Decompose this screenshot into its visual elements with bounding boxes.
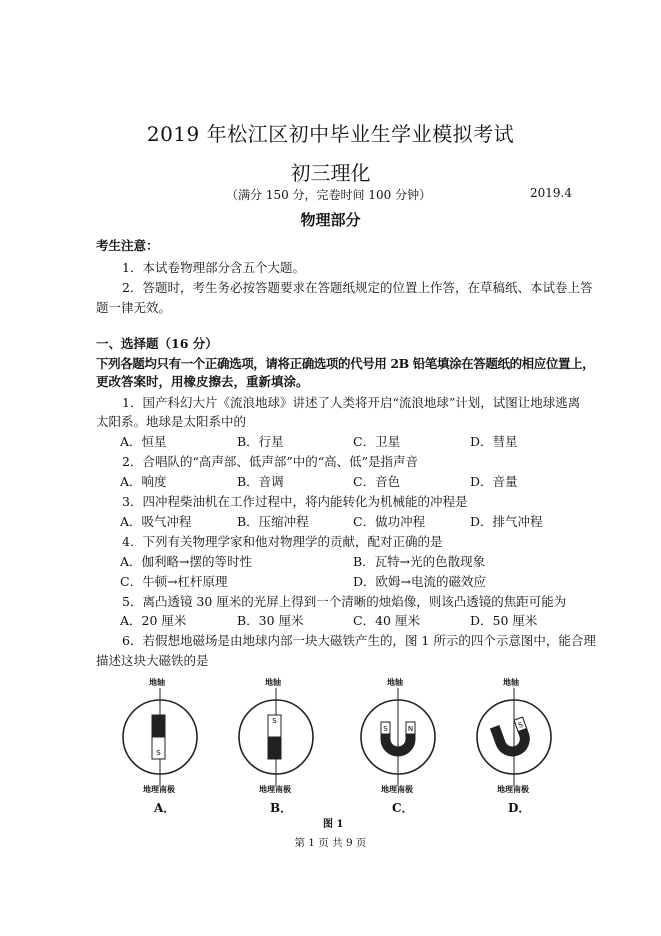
q4-option-d: D．欧姆→电流的磁效应 [353,574,486,589]
notice-heading: 考生注意： [96,238,159,253]
earth-with-magnet-c [338,688,458,786]
axis-top-label: 地轴 [149,678,165,687]
q2-stem: 2．合唱队的“高声部、低声部”中的“高、低”是指声音 [122,454,419,469]
q5-option-a: A．20 厘米 [120,613,187,628]
q2-option-d: D．音量 [470,474,518,489]
q2-option-a: A．响度 [120,474,167,489]
q1-option-d: D．彗星 [470,434,518,449]
q1-option-a: A．恒星 [120,434,167,449]
diagram-letter-d: D． [508,801,531,815]
exam-date: 2019.4 [530,186,572,200]
q5-option-d: D．50 厘米 [470,613,538,628]
q3-option-d: D．排气冲程 [470,514,543,529]
pole-s-label: S [156,749,161,757]
part1-heading: 一、选择题（16 分） [96,336,218,351]
diagram-d [452,676,572,816]
q6-stem-line-1: 6．若假想地磁场是由地球内部一块大磁铁产生的，图 1 所示的四个示意图中，能合理 [122,633,596,648]
axis-bottom-label: 地理南极 [259,785,291,794]
figure-caption: 图 1 [323,819,344,830]
notice-item-2-line-1: 2．答题时，考生务必按答题要求在答题纸规定的位置上作答，在草稿纸、本试卷上答 [122,280,593,295]
q4-option-b: B．瓦特→光的色散现象 [353,554,486,569]
q2-option-b: B．音调 [237,474,284,489]
axis-top-label: 地轴 [503,678,519,687]
exam-subtitle: 初三理化 [290,161,371,185]
q3-option-a: A．吸气冲程 [120,514,192,529]
part1-instruction-line-2: 更改答案时，用橡皮擦去，重新填涂。 [96,374,309,389]
earth-with-magnet-a [100,688,220,786]
page-number: 第 1 页 共 9 页 [294,837,367,849]
section-title: 物理部分 [300,211,361,229]
pole-n-label: N [407,725,414,733]
axis-bottom-label: 地理南极 [381,785,413,794]
earth-with-magnet-b [216,688,336,786]
q3-stem: 3．四冲程柴油机在工作过程中，将内能转化为机械能的冲程是 [122,494,468,509]
q1-option-b: B．行星 [237,434,284,449]
exam-title: 2019 年松江区初中毕业生学业模拟考试 [146,122,515,146]
q5-stem: 5．离凸透镜 30 厘米的光屏上得到一个清晰的烛焰像，则该凸透镜的焦距可能为 [122,594,567,609]
q4-option-c: C．牛顿→杠杆原理 [120,574,228,589]
diagram-b [216,676,336,816]
q4-option-a: A．伽利略→摆的等时性 [120,554,253,569]
full-marks-note: （满分 150 分，完卷时间 100 分钟） [226,188,432,202]
pole-s-label: S [383,725,388,733]
axis-bottom-label: 地理南极 [497,785,529,794]
q3-option-c: C．做功冲程 [353,514,426,529]
q5-option-b: B．30 厘米 [237,613,304,628]
q1-option-c: C．卫星 [353,434,401,449]
notice-item-1: 1．本试卷物理部分含五个大题。 [122,260,305,275]
figure-1 [100,676,580,816]
pole-s-label: S [272,717,277,725]
diagram-a [100,676,220,816]
notice-item-2-line-2: 题一律无效。 [96,300,172,315]
earth-with-magnet-d [452,688,572,786]
diagram-letter-a: A． [154,801,176,815]
part1-instruction-line-1: 下列各题均只有一个正确选项，请将正确选项的代号用 2B 铅笔填涂在答题纸的相应位置上， [96,356,595,371]
axis-top-label: 地轴 [387,678,403,687]
diagram-letter-c: C． [392,801,414,815]
q1-stem-line-1: 1．国产科幻大片《流浪地球》讲述了人类将开启“流浪地球”计划，试图让地球逃离 [122,395,581,410]
q6-stem-line-2: 描述这块大磁铁的是 [96,653,209,668]
axis-bottom-label: 地理南极 [143,785,175,794]
q1-stem-line-2: 太阳系。地球是太阳系中的 [96,414,247,429]
diagram-c [338,676,458,816]
q4-stem: 4．下列有关物理学家和他对物理学的贡献，配对正确的是 [122,534,443,549]
axis-top-label: 地轴 [265,678,281,687]
q5-option-c: C．40 厘米 [353,613,420,628]
q2-option-c: C．音色 [353,474,401,489]
pole-s-label: S [517,720,525,730]
q3-option-b: B．压缩冲程 [237,514,309,529]
diagram-letter-b: B． [270,801,293,815]
